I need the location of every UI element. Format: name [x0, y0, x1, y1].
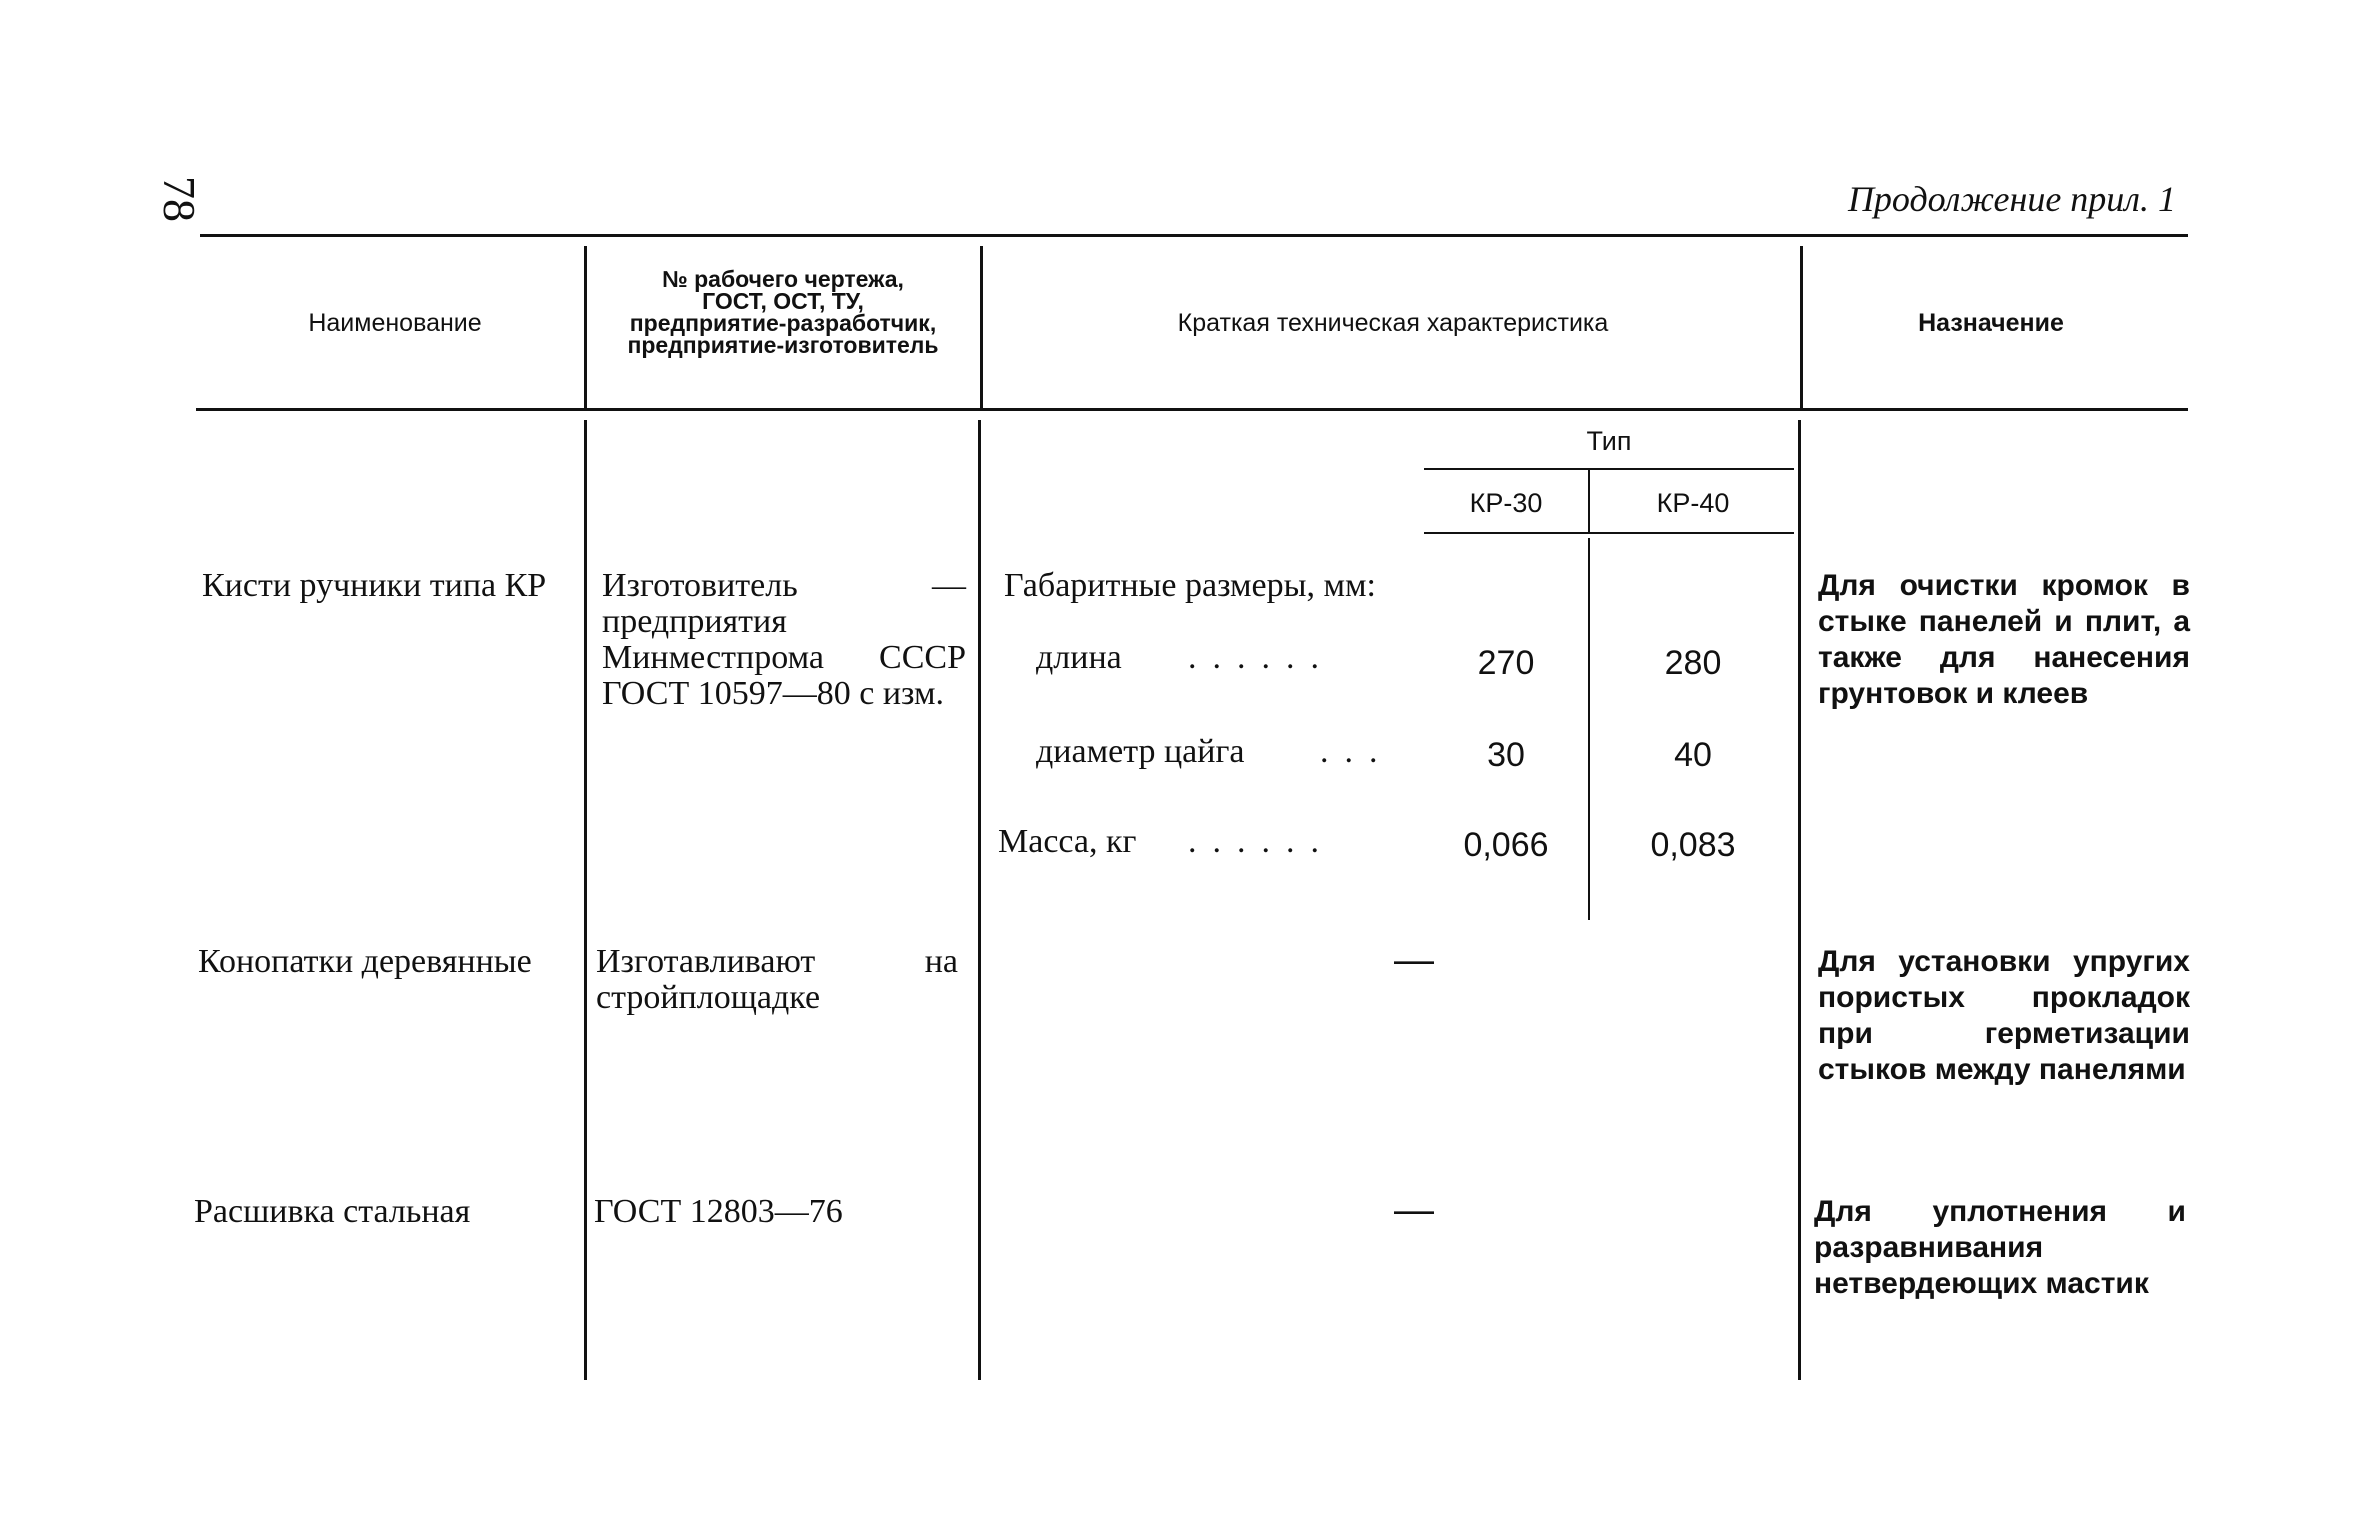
type-label: Тип: [1586, 426, 1632, 456]
row2-document: Изготавливают на стройплощадке: [596, 943, 958, 1016]
row1-mass-label: Масса, кг: [998, 823, 1137, 860]
row1-length-kr40: 280: [1664, 644, 1722, 682]
row1-diameter-label: диаметр цайга: [1036, 733, 1245, 770]
continuation-label: Продолжение прил. 1: [1847, 179, 2176, 219]
body-divider-1: [584, 420, 587, 1380]
row1-document: Изготовитель — предприятия Минместпрома СССР ГОСТ 10597—80 с изм.: [602, 567, 966, 712]
body-divider-3: [1798, 420, 1801, 1380]
row2-spec-dash: —: [1394, 938, 1434, 982]
type-divider-top: [1588, 470, 1590, 532]
row1-length-label: длина: [1036, 639, 1122, 676]
row3-document: ГОСТ 12803—76: [594, 1193, 843, 1230]
row1-mass-kr30: 0,066: [1463, 826, 1549, 864]
header-characteristics: Краткая техническая характеристика: [1177, 309, 1609, 337]
row3-purpose: Для уплотнения и разравнивания нетвердеющих мастик: [1814, 1195, 2186, 1300]
row1-purpose: Для очистки кромок в стыке панелей и плит, а также для нанесения грунтовок и клеев: [1818, 569, 2190, 710]
row1-diameter-kr30: 30: [1487, 736, 1525, 774]
header-divider-2: [980, 246, 983, 408]
row2-purpose: Для установки упругих пористых прокладок при герметизации стыков между панелями: [1818, 945, 2190, 1086]
row1-length-dots: ......: [1188, 639, 1335, 676]
type-kr30: КР-30: [1469, 488, 1543, 518]
header-document: № рабочего чертежа, ГОСТ, ОСТ, ТУ, предприятие-разработчик, предприятие-изготовитель: [627, 266, 939, 358]
row3-spec-dash: —: [1394, 1188, 1434, 1232]
row1-length-kr30: 270: [1477, 644, 1535, 682]
type-bottom-rule: [1424, 532, 1794, 534]
row1-diameter-kr40: 40: [1674, 736, 1712, 774]
row1-mass-kr40: 0,083: [1650, 826, 1736, 864]
row1-diameter-dots: ...: [1320, 733, 1394, 770]
header-purpose: Назначение: [1918, 309, 2064, 337]
header-name: Наименование: [308, 309, 482, 337]
type-rule: [1424, 468, 1794, 470]
row1-dims-label: Габаритные размеры, мм:: [1004, 567, 1376, 604]
type-kr40: КР-40: [1656, 488, 1730, 518]
row1-mass-dots: ......: [1188, 823, 1335, 860]
header-divider-1: [584, 246, 587, 408]
page-number: 78: [154, 176, 205, 222]
row3-name: Расшивка стальная: [194, 1193, 471, 1230]
top-rule: [200, 234, 2188, 237]
header-bottom-rule: [196, 408, 2188, 411]
header-divider-3: [1800, 246, 1803, 408]
row1-name: Кисти ручники типа КР: [202, 567, 547, 604]
type-divider-body: [1588, 538, 1590, 920]
body-divider-2: [978, 420, 981, 1380]
row2-name: Конопатки деревянные: [198, 943, 532, 980]
